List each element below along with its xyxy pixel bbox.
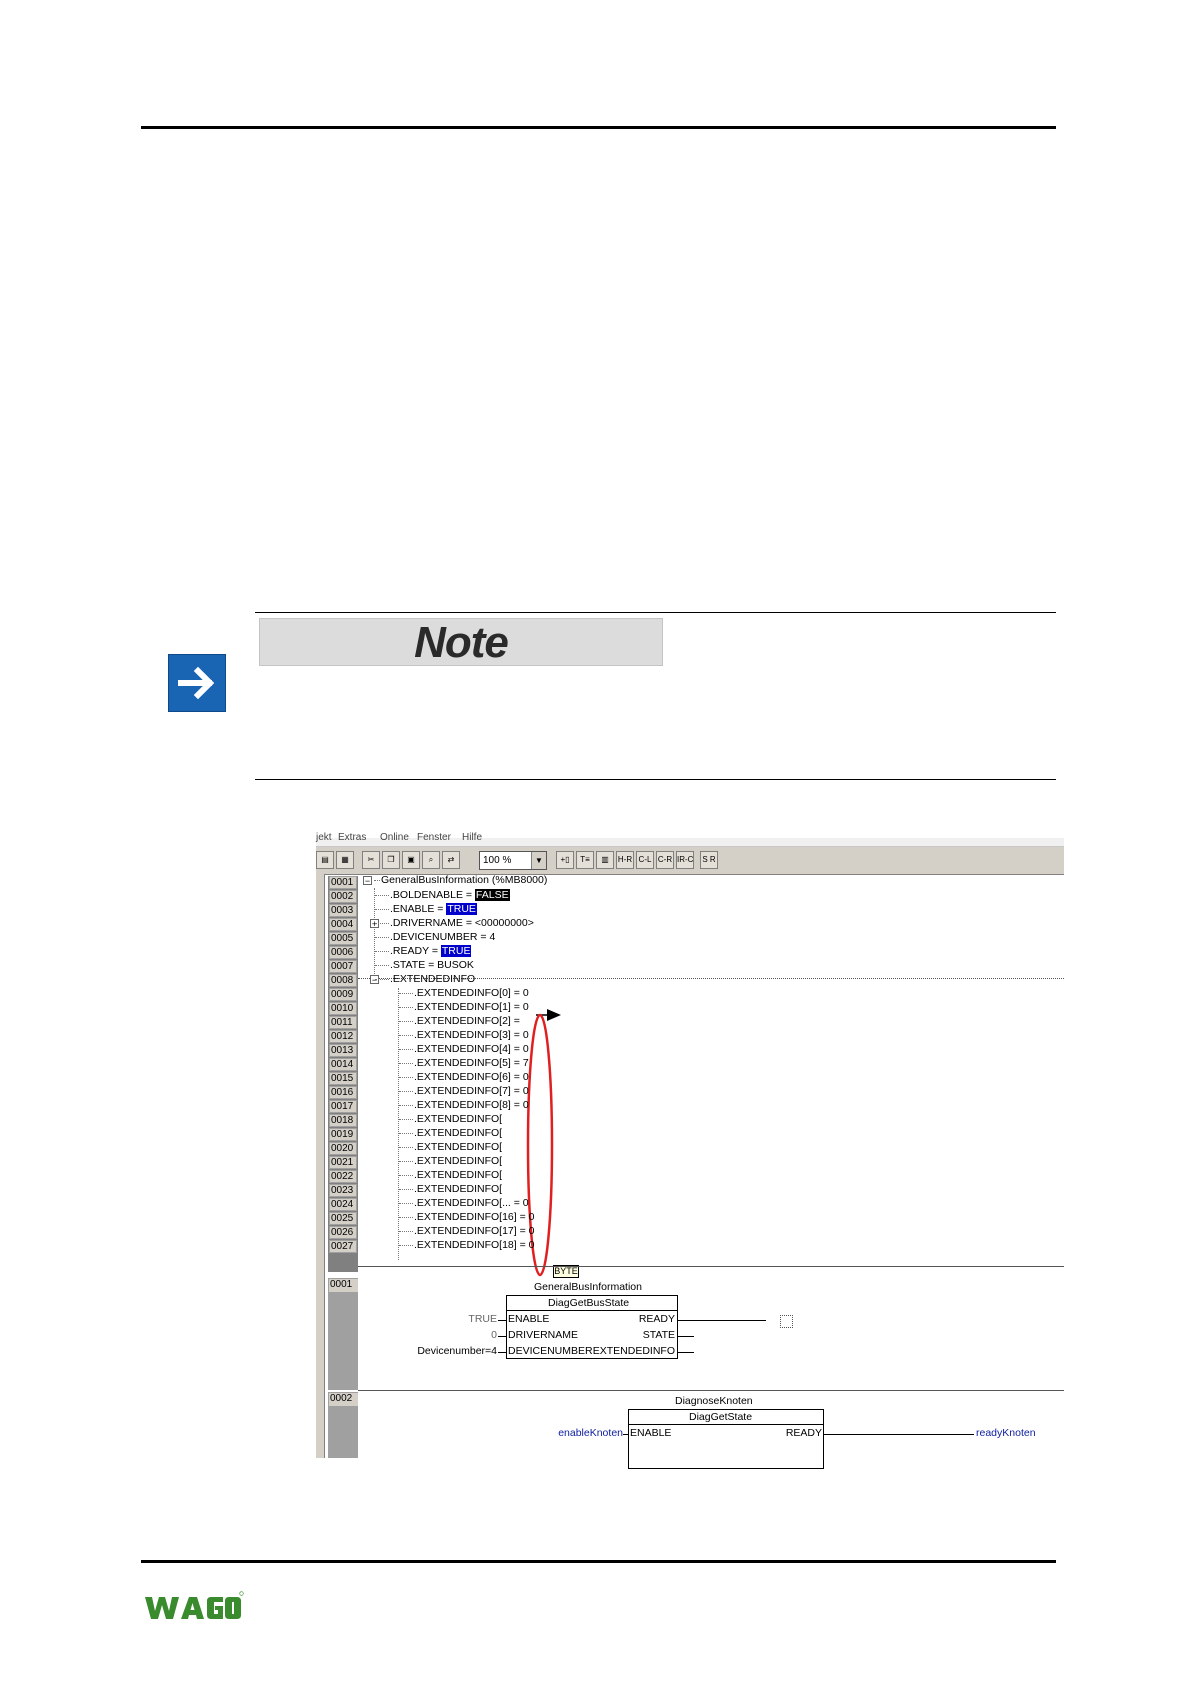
tree-item-extendedinfo-element[interactable]: .EXTENDEDINFO[0] = 0 [399,987,529,1000]
line-number: 0027 [329,1240,357,1253]
fb-instance-name[interactable]: GeneralBusInformation [534,1281,642,1293]
editor-separator [358,1266,1064,1267]
fb-input-value[interactable]: 0 [491,1329,497,1341]
fb-input-label: DRIVERNAME [508,1329,579,1341]
cut-icon[interactable]: ✂ [362,851,380,869]
menu-item[interactable]: Extras [338,832,367,843]
line-number: 0014 [329,1058,357,1071]
tree-item-extendedinfo-element[interactable]: .EXTENDEDINFO[16] = 0 [399,1211,535,1224]
network-separator [358,1390,1064,1391]
line-number: 0001 [329,876,357,889]
fb-type-name: DiagGetBusState [548,1297,630,1309]
tree-item-extendedinfo-element[interactable]: .EXTENDEDINFO[ [399,1127,502,1140]
line-number: 0003 [329,904,357,917]
network-gutter [328,1278,358,1390]
fb-header-line [506,1310,678,1311]
tree-item-extendedinfo-element[interactable]: .EXTENDEDINFO[ [399,1183,502,1196]
fb-output-label: STATE [642,1329,675,1341]
line-number: 0025 [329,1212,357,1225]
line-number: 0013 [329,1044,357,1057]
line-number: 0021 [329,1156,357,1169]
note-bottom-rule [255,779,1056,780]
line-number: 0007 [329,960,357,973]
tree-item-extendedinfo-element[interactable]: .EXTENDEDINFO[ [399,1169,502,1182]
tree-item-extendedinfo-element[interactable]: .EXTENDEDINFO[2] = [399,1015,520,1028]
line-number: 0026 [329,1226,357,1239]
menu-item[interactable]: Hilfe [462,832,483,843]
tree-item-extendedinfo[interactable]: .EXTENDEDINFO [375,973,475,986]
save-icon[interactable]: ▤ [316,851,334,869]
contact-icon[interactable]: H-R [616,851,634,869]
output-target-box[interactable] [780,1315,793,1328]
paste-icon[interactable]: ▣ [402,851,420,869]
line-number: 0010 [329,1002,357,1015]
value-true: TRUE [441,945,471,957]
tree-item-extendedinfo-element[interactable]: .EXTENDEDINFO[6] = 0 [399,1071,529,1084]
codesys-screenshot [316,832,1064,1458]
tree-item-extendedinfo-element[interactable]: .EXTENDEDINFO[18] = 0 [399,1239,535,1252]
fb-input-variable[interactable]: enableKnoten [558,1427,623,1439]
line-number: 0002 [329,890,357,903]
fb-output-label: READY [638,1313,675,1325]
fb-output-variable[interactable]: readyKnoten [976,1427,1036,1439]
fb-instance-name[interactable]: DiagnoseKnoten [675,1395,753,1407]
line-number: 0017 [329,1100,357,1113]
edit-icon[interactable]: T≡ [576,851,594,869]
output-wire [678,1320,766,1321]
negate-icon[interactable]: C-R [656,851,674,869]
fb-output-label: EXTENDEDINFO [592,1345,675,1357]
line-number: 0006 [329,946,357,959]
tree-item-extendedinfo-element[interactable]: .EXTENDEDINFO[7] = 0 [399,1085,529,1098]
arrow-icon [547,1009,561,1021]
tree-root: GeneralBusInformation (%MB8000) [374,874,547,887]
fb-input-label: ENABLE [630,1427,672,1439]
chevron-down-icon[interactable]: ▼ [531,852,546,869]
tree-item-extendedinfo-element[interactable]: .EXTENDEDINFO[17] = 0 [399,1225,535,1238]
line-number: 0004 [329,918,357,931]
line-number: 0016 [329,1086,357,1099]
expand-icon[interactable]: + [371,919,378,929]
input-wire [498,1336,506,1337]
note-title: Note [414,618,508,667]
tree-item-extendedinfo-element[interactable]: .EXTENDEDINFO[1] = 0 [399,1001,529,1014]
line-number: 0005 [329,932,357,945]
tree-item-state[interactable]: .STATE = BUSOK [375,959,474,972]
print-icon[interactable]: ▦ [336,851,354,869]
line-number: 0015 [329,1072,357,1085]
tree-item-enable[interactable]: .ENABLE = TRUE [375,903,477,916]
box-icon[interactable]: ▥ [596,851,614,869]
note-top-rule [255,612,1056,613]
arrow-right-icon [168,654,226,712]
line-number: 0011 [329,1016,357,1029]
insert-icon[interactable]: +▯ [556,851,574,869]
find-icon[interactable]: ⌕ [422,851,440,869]
menu-item[interactable]: jekt [316,832,332,843]
value-false: FALSE [475,889,509,901]
zoom-value: 100 % [483,855,512,866]
line-number: 0024 [329,1198,357,1211]
network-label: 0001 [329,1279,358,1292]
copy-icon[interactable]: ❐ [382,851,400,869]
tree-item-drivername[interactable]: .DRIVERNAME = <00000000> [375,917,534,930]
fb-output-label: READY [785,1427,822,1439]
tree-item-extendedinfo-element[interactable]: .EXTENDEDINFO[ [399,1155,502,1168]
set-reset-icon[interactable]: IR-C [676,851,694,869]
fb-input-label: DEVICENUMBER [508,1345,593,1357]
input-wire [498,1320,506,1321]
fb-type-name: DiagGetState [689,1411,753,1423]
line-number: 0018 [329,1114,357,1127]
tree-item-ready[interactable]: .READY = TRUE [375,945,471,958]
sr-icon[interactable]: S R [700,851,718,869]
menu-item[interactable]: Online [380,832,409,843]
menu-item[interactable]: Fenster [417,832,451,843]
tree-item-extendedinfo-element[interactable]: .EXTENDEDINFO[... = 0 [399,1197,529,1210]
header-rule [141,126,1056,129]
tree-item-extendedinfo-element[interactable]: .EXTENDEDINFO[4] = 0 [399,1043,529,1056]
line-number: 0008 [329,974,357,987]
tree-item-extendedinfo-element[interactable]: .EXTENDEDINFO[8] = 0 [399,1099,529,1112]
note-banner [259,618,663,666]
collapse-icon[interactable]: − [371,975,378,985]
line-number: 0022 [329,1170,357,1183]
network-label: 0002 [329,1393,358,1406]
fb-input-value[interactable]: TRUE [468,1313,497,1325]
footer-rule [141,1560,1056,1563]
value-true: TRUE [447,903,476,915]
line-number: 0012 [329,1030,357,1043]
fb-input-label: ENABLE [508,1313,550,1325]
tree-item-extendedinfo-element[interactable]: .EXTENDEDINFO[ [399,1113,502,1126]
line-number: 0009 [329,988,357,1001]
wago-logo [143,1591,243,1630]
output-wire [824,1434,974,1435]
input-wire [623,1434,628,1435]
tree-item-extendedinfo-element[interactable]: .EXTENDEDINFO[ [399,1141,502,1154]
output-wire [678,1352,694,1353]
output-wire [678,1336,694,1337]
tree-item-extendedinfo-element[interactable]: .EXTENDEDINFO[5] = 7 [399,1057,529,1070]
line-number: 0019 [329,1128,357,1141]
fb-header-line [628,1424,824,1425]
type-tooltip: BYTE [554,1266,578,1276]
tree-item-extendedinfo-element[interactable]: .EXTENDEDINFO[3] = 0 [399,1029,529,1042]
collapse-icon[interactable]: − [364,876,371,886]
coil-icon[interactable]: C-L [636,851,654,869]
line-number: 0020 [329,1142,357,1155]
line-number: 0023 [329,1184,357,1197]
tree-item-boldenable[interactable]: .BOLDENABLE = FALSE [375,889,510,902]
tree-item-devicenumber[interactable]: .DEVICENUMBER = 4 [375,931,495,944]
replace-icon[interactable]: ⇄ [442,851,460,869]
input-wire [498,1352,506,1353]
fb-input-value[interactable]: Devicenumber=4 [417,1345,497,1357]
